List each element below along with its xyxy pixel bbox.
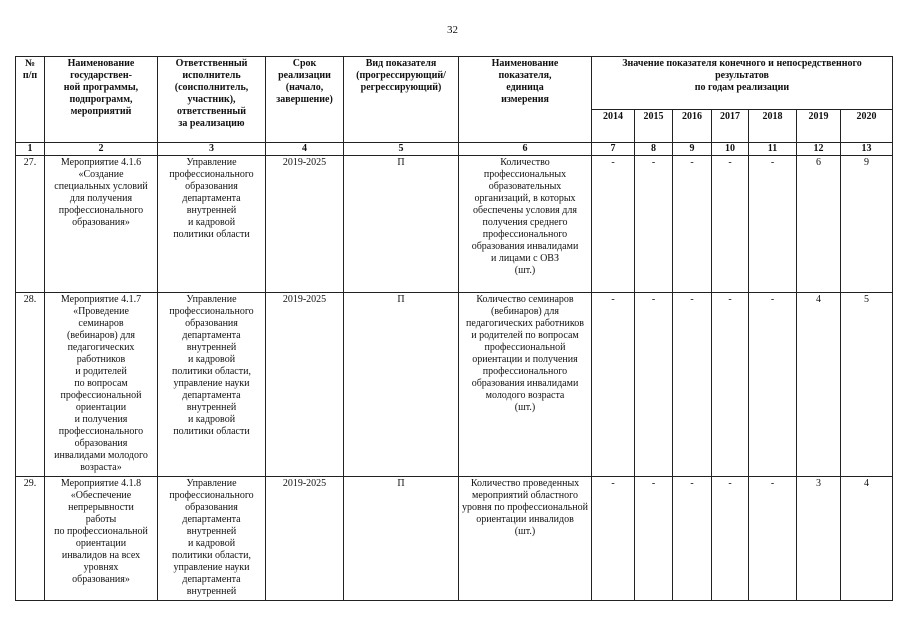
row-value-2017: - bbox=[712, 156, 749, 293]
row-indicator-name: Количество проведенных мероприятий областного уровня по профессиональной ориентации инвалидов (шт.) bbox=[459, 477, 592, 601]
row-executor: Управление профессионального образования департамента внутренней и кадровой политики области bbox=[158, 156, 266, 293]
row-value-2018: - bbox=[749, 293, 797, 477]
header-indicator-name: Наименование показателя, единица измерения bbox=[459, 57, 592, 143]
row-value-2020: 5 bbox=[841, 293, 893, 477]
header-year: 2014 bbox=[592, 110, 635, 143]
column-number: 1 bbox=[16, 143, 45, 156]
column-number: 11 bbox=[749, 143, 797, 156]
row-value-2014: - bbox=[592, 293, 635, 477]
row-executor: Управление профессионального образования департамента внутренней и кадровой политики области, управление науки департамента внутренней и кадровой политики области bbox=[158, 293, 266, 477]
row-indicator-type: П bbox=[344, 477, 459, 601]
row-value-2015: - bbox=[635, 156, 673, 293]
column-number: 8 bbox=[635, 143, 673, 156]
header-year: 2018 bbox=[749, 110, 797, 143]
header-year: 2015 bbox=[635, 110, 673, 143]
column-number: 6 bbox=[459, 143, 592, 156]
column-number: 10 bbox=[712, 143, 749, 156]
row-value-2019: 4 bbox=[797, 293, 841, 477]
row-value-2018: - bbox=[749, 477, 797, 601]
row-index: 27. bbox=[16, 156, 45, 293]
row-term: 2019-2025 bbox=[266, 156, 344, 293]
header-year: 2016 bbox=[673, 110, 712, 143]
row-value-2020: 4 bbox=[841, 477, 893, 601]
row-value-2018: - bbox=[749, 156, 797, 293]
column-number: 7 bbox=[592, 143, 635, 156]
column-number: 9 bbox=[673, 143, 712, 156]
row-value-2015: - bbox=[635, 293, 673, 477]
header-values-group: Значение показателя конечного и непосредственного результатов по годам реализации bbox=[592, 57, 893, 110]
row-indicator-type: П bbox=[344, 293, 459, 477]
table-row bbox=[16, 293, 893, 477]
header-term: Срок реализации (начало, завершение) bbox=[266, 57, 344, 143]
row-value-2016: - bbox=[673, 477, 712, 601]
row-value-2016: - bbox=[673, 293, 712, 477]
row-value-2020: 9 bbox=[841, 156, 893, 293]
column-number: 4 bbox=[266, 143, 344, 156]
header-year: 2020 bbox=[841, 110, 893, 143]
header-num: № п/п bbox=[16, 57, 45, 143]
header-indicator-type: Вид показателя (прогрессирующий/ регрессирующий) bbox=[344, 57, 459, 143]
header-executor: Ответственный исполнитель (соисполнитель, участник), ответственный за реализацию bbox=[158, 57, 266, 143]
column-numbers-row bbox=[16, 143, 893, 156]
column-number: 13 bbox=[841, 143, 893, 156]
row-term: 2019-2025 bbox=[266, 477, 344, 601]
row-value-2017: - bbox=[712, 293, 749, 477]
row-value-2019: 6 bbox=[797, 156, 841, 293]
row-indicator-name: Количество семинаров (вебинаров) для педагогических работников и родителей по вопросам профессиональной ориентации и получения профессионального образования инвалидами молодого возраста (шт.) bbox=[459, 293, 592, 477]
column-number: 2 bbox=[45, 143, 158, 156]
page-number: 32 bbox=[447, 24, 458, 36]
row-executor: Управление профессионального образования департамента внутренней и кадровой политики области, управление науки департамента внутренней bbox=[158, 477, 266, 601]
column-number: 3 bbox=[158, 143, 266, 156]
row-term: 2019-2025 bbox=[266, 293, 344, 477]
row-value-2015: - bbox=[635, 477, 673, 601]
row-index: 28. bbox=[16, 293, 45, 477]
column-number: 12 bbox=[797, 143, 841, 156]
table-row bbox=[16, 156, 893, 293]
row-indicator-name: Количество профессиональных образовательных организаций, в которых обеспечены условия для получения среднего профессионального образования инвалидами и лицами с ОВЗ (шт.) bbox=[459, 156, 592, 293]
column-number: 5 bbox=[344, 143, 459, 156]
row-indicator-type: П bbox=[344, 156, 459, 293]
row-value-2014: - bbox=[592, 156, 635, 293]
row-value-2016: - bbox=[673, 156, 712, 293]
header-year: 2017 bbox=[712, 110, 749, 143]
row-value-2014: - bbox=[592, 477, 635, 601]
header-year: 2019 bbox=[797, 110, 841, 143]
header-row bbox=[16, 57, 893, 110]
table-row bbox=[16, 477, 893, 601]
row-activity-name: Мероприятие 4.1.6 «Создание специальных условий для получения профессионального образования» bbox=[45, 156, 158, 293]
indicators-table bbox=[15, 56, 893, 601]
row-activity-name: Мероприятие 4.1.7 «Проведение семинаров (вебинаров) для педагогических работников и родителей по вопросам профессиональной ориентации и получения профессионального образования инвалидами молодого возраста» bbox=[45, 293, 158, 477]
header-program-name: Наименование государствен- ной программы, подпрограмм, мероприятий bbox=[45, 57, 158, 143]
row-index: 29. bbox=[16, 477, 45, 601]
row-value-2019: 3 bbox=[797, 477, 841, 601]
row-value-2017: - bbox=[712, 477, 749, 601]
row-activity-name: Мероприятие 4.1.8 «Обеспечение непрерывности работы по профессиональной ориентации инвалидов на всех уровнях образования» bbox=[45, 477, 158, 601]
